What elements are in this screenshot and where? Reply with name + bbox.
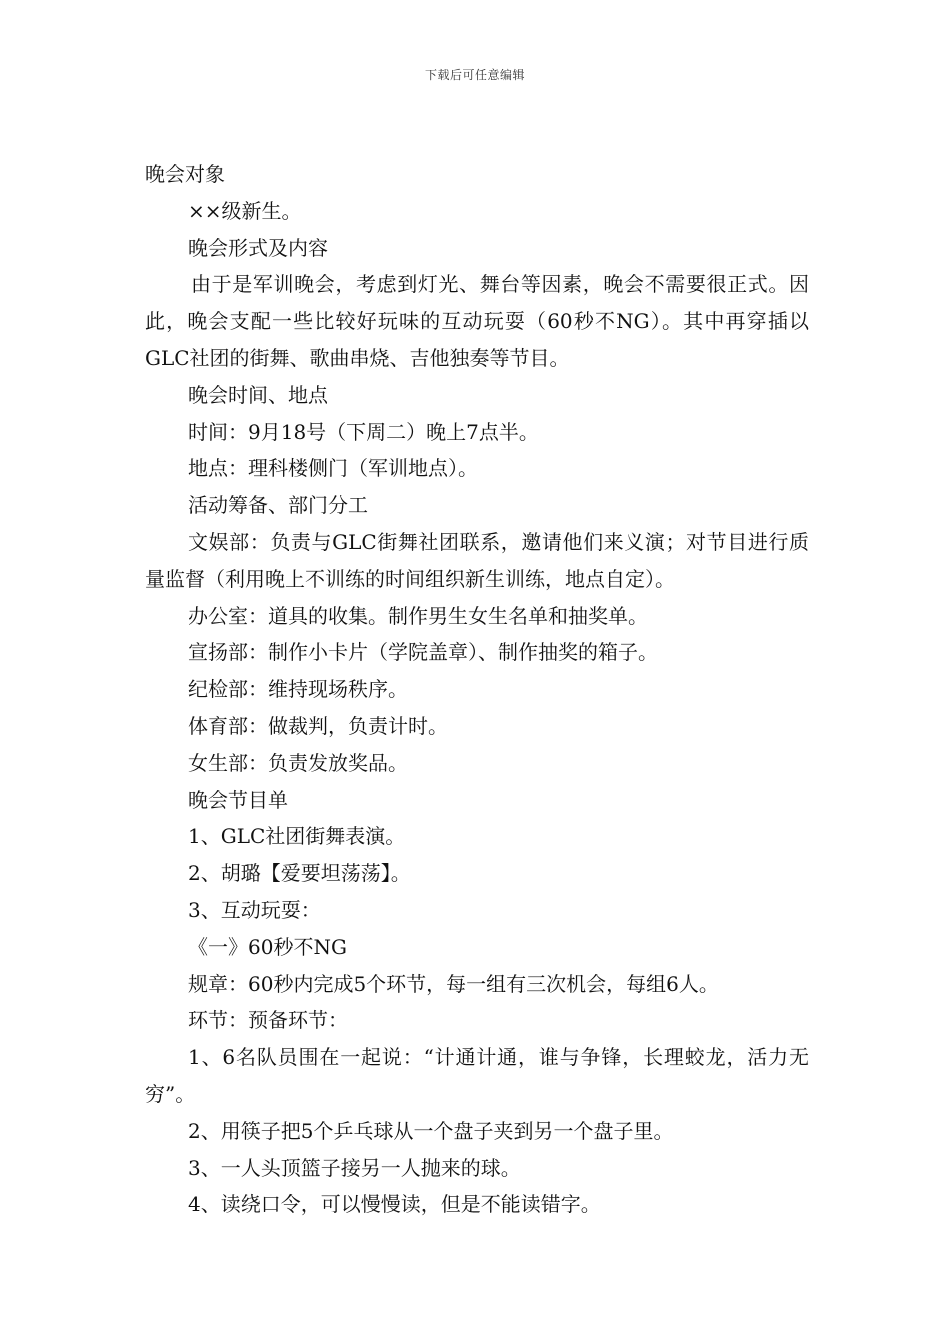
paragraph-sports-dept: 体育部：做裁判，负责计时。 [188,713,448,738]
program-item-1: 1、GLC社团街舞表演。 [188,824,406,849]
game-stage-1: 1、6名队员围在一起说：“计通计通，谁与争锋，长理蛟龙，活力无穷”。 [145,1045,809,1106]
game-stage-3: 3、一人头顶篮子接另一人抛来的球。 [188,1155,521,1180]
section-heading-program: 晚会节目单 [188,787,288,812]
page-header: 下载后可任意编辑 [424,68,525,82]
paragraph-female-dept: 女生部：负责发放奖品。 [188,750,408,775]
section-heading-time-place: 晚会时间、地点 [188,382,328,407]
paragraph-audience: ××级新生。 [188,198,302,223]
paragraph-format: 由于是军训晚会，考虑到灯光、舞台等因素，晚会不需要很正式。因此，晚会支配一些比较好玩味的互动玩耍（60秒不NG）。其中再穿插以GLC社团的街舞、歌曲串烧、吉他独奏等节目。 [145,272,809,370]
program-item-2: 2、胡璐【爱要坦荡荡】。 [188,861,411,886]
section-heading-audience: 晚会对象 [145,162,225,186]
section-heading-format: 晚会形式及内容 [188,235,328,260]
paragraph-time: 时间：9月18号（下周二）晚上7点半。 [188,419,539,444]
program-item-3: 3、互动玩耍： [188,897,321,922]
game-stage-2: 2、用筷子把5个乒乓球从一个盘子夹到另一个盘子里。 [188,1118,674,1143]
game-title: 《一》60秒不NG [188,934,347,959]
section-heading-division: 活动筹备、部门分工 [188,493,368,518]
paragraph-place: 地点：理科楼侧门（军训地点）。 [188,456,478,481]
game-stages-heading: 环节：预备环节： [188,1008,348,1033]
game-rules: 规章：60秒内完成5个环节，每一组有三次机会，每组6人。 [188,971,719,996]
game-stage-4: 4、读绕口令，可以慢慢读，但是不能读错字。 [188,1192,601,1217]
paragraph-entertainment-dept: 文娱部：负责与GLC街舞社团联系，邀请他们来义演；对节目进行质量监督（利用晚上不训练的时间组织新生训练，地点自定）。 [145,529,809,591]
document-body [145,156,809,1223]
paragraph-office: 办公室：道具的收集。制作男生女生名单和抽奖单。 [188,603,648,628]
paragraph-publicity-dept: 宣扬部：制作小卡片（学院盖章）、制作抽奖的箱子。 [188,640,658,665]
paragraph-discipline-dept: 纪检部：维持现场秩序。 [188,677,408,702]
